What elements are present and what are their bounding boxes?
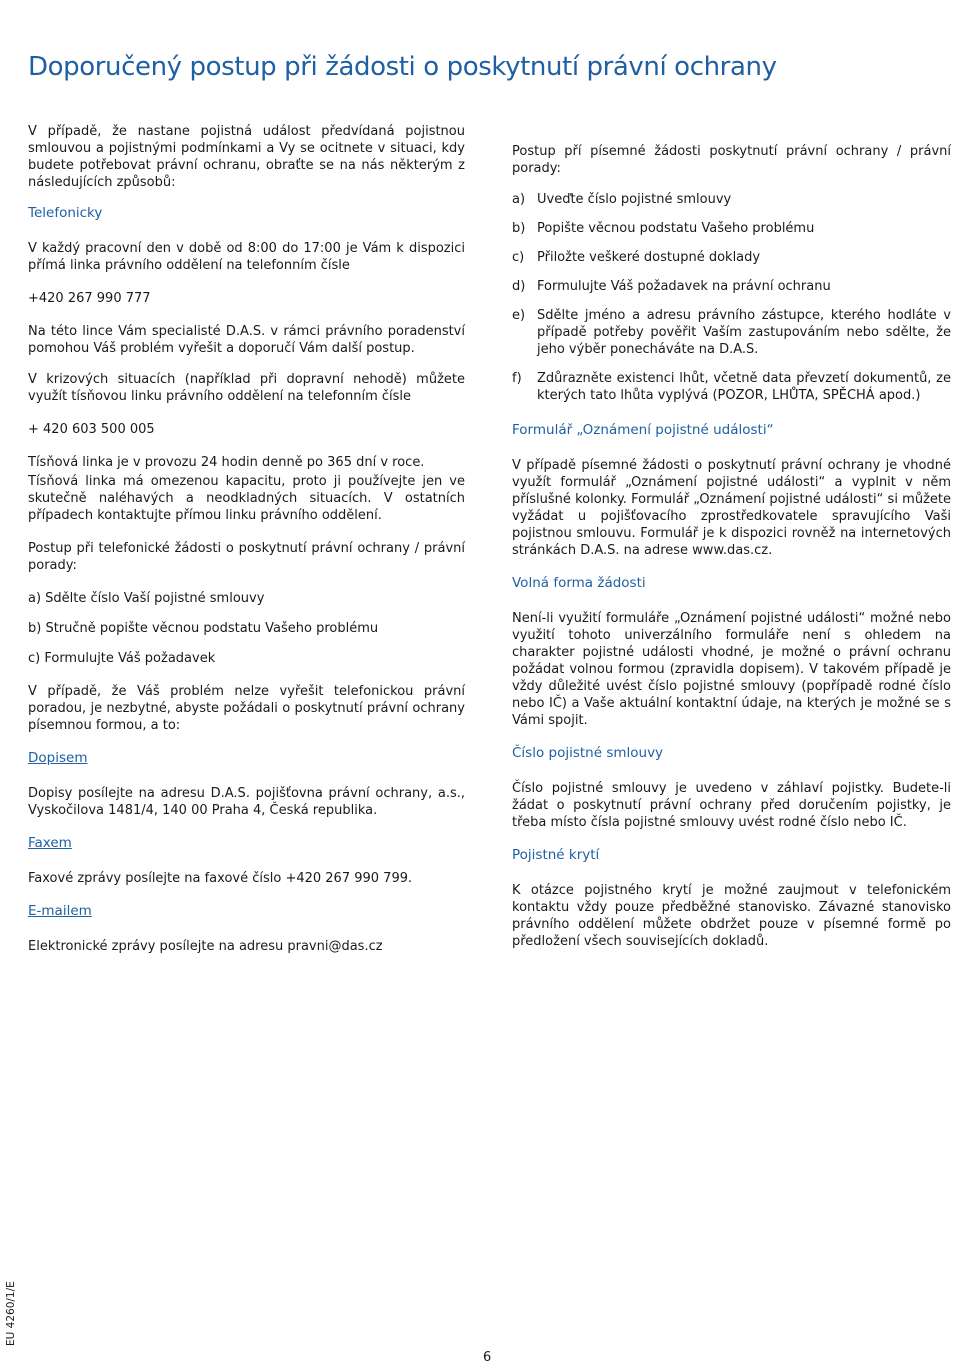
list-text: Zdůrazněte existenci lhůt, včetně data převzetí dokumentů, ze kterých tato lhůta vyplývá (POZOR, LHŮTA, SPĚCHÁ apod.) (537, 371, 951, 403)
list-marker: b) (512, 221, 526, 236)
letter-paragraph: Dopisy posílejte na adresu D.A.S. pojišťovna právní ochrany, a.s., Vyskočilova 1481/4, 140 00 Praha 4, Česká republika. (28, 786, 465, 818)
letter-heading: Dopisem (28, 750, 88, 766)
written-steps-list (512, 191, 951, 404)
left-column (28, 123, 465, 971)
written-note-paragraph: V případě, že Váš problém nelze vyřešit telefonickou právní poradou, je nezbytné, abyste požádali o poskytnutí právní ochrany písemnou formou, a to: (28, 684, 465, 733)
document-code: EU 4260/1/E (5, 1281, 17, 1346)
page-title: Doporučený postup při žádosti o poskytnutí právní ochrany (28, 52, 777, 82)
crisis-capacity-paragraph: Tísňová linka má omezenou kapacitu, proto ji používejte jen ve skutečně naléhavých a neodkladných situacích. V ostatních případech kontaktujte přímou linku právního oddělení. (28, 474, 465, 523)
list-text: Popište věcnou podstatu Vašeho problému (537, 221, 815, 236)
right-column (512, 143, 951, 966)
form-heading: Formulář „Oznámení pojistné události“ (512, 422, 774, 438)
list-item (512, 370, 951, 404)
free-form-heading: Volná forma žádosti (512, 575, 646, 591)
fax-heading: Faxem (28, 835, 72, 851)
policy-number-heading: Číslo pojistné smlouvy (512, 745, 664, 761)
list-text: Formulujte Váš požadavek na právní ochranu (537, 279, 831, 294)
phone-heading: Telefonicky (28, 205, 103, 221)
crisis-paragraph: V krizových situacích (například při dopravní nehodě) můžete využít tísňovou linku právního oddělení na telefonním čísle (28, 372, 465, 404)
phone-number: +420 267 990 777 (28, 291, 151, 306)
list-marker: e) (512, 308, 526, 323)
coverage-paragraph: K otázce pojistného krytí je možné zaujmout v telefonickém kontaktu vždy pouze předběžné stanovisko. Závazné stanovisko právního oddělení můžete obdržet pouze v písemné formě po předložení všech souvisejících dokladů. (512, 883, 951, 949)
written-procedure-paragraph: Postup pří písemné žádosti poskytnutí právní ochrany / právní porady: (512, 144, 951, 176)
coverage-heading: Pojistné krytí (512, 847, 600, 863)
list-item (512, 278, 951, 295)
email-paragraph: Elektronické zprávy posílejte na adresu pravni@das.cz (28, 939, 383, 954)
list-item (512, 249, 951, 266)
phone-steps-list (28, 590, 465, 667)
list-marker: f) (512, 371, 522, 386)
email-heading: E-mailem (28, 903, 92, 919)
free-form-paragraph: Není-li využití formuláře „Oznámení pojistné události“ možné nebo využití tohoto univerzálního formuláře není s ohledem na charakter pojistné události vhodné, je možné o právní ochranu požádat volnou formou (zpravidla dopisem). V takovém případě je vždy důležité uvést číslo pojistné smlouvy (popřípadě rodné číslo nebo IČ) a Vaše aktuální kontaktní údaje, na kterých je možné se s Vámi spojit. (512, 611, 951, 728)
list-item (512, 191, 951, 208)
phone-specialists-paragraph: Na této lince Vám specialisté D.A.S. v rámci právního poradenství pomohou Váš problém vyřešit a doporučí Vám další postup. (28, 324, 465, 356)
list-item (512, 220, 951, 237)
fax-paragraph: Faxové zprávy posílejte na faxové číslo +420 267 990 799. (28, 871, 413, 886)
list-text: Přiložte veškeré dostupné doklady (537, 250, 761, 265)
policy-number-paragraph: Číslo pojistné smlouvy je uvedeno v záhlaví pojistky. Budete-li žádat o poskytnutí právní ochrany před doručením pojistky, je třeba místo čísla pojistné smlouvy uvést rodné číslo nebo IČ. (512, 781, 951, 830)
list-marker: c) (512, 250, 525, 265)
list-text: Sdělte jméno a adresu právního zástupce, kterého hodláte v případě potřeby pověřit Vaším zastupováním nebo sdělte, že jeho výběr ponecháváte na D.A.S. (537, 308, 951, 357)
page-number: 6 (483, 1350, 492, 1365)
list-item: a) Sdělte číslo Vaší pojistné smlouvy (28, 591, 265, 606)
intro-paragraph: V případě, že nastane pojistná událost předvídaná pojistnou smlouvou a pojistnými podmínkami a Vy se ocitnete v situaci, kdy budete potřebovat právní ochranu, obraťte se na nás některým z následujících způsobů: (28, 124, 465, 190)
list-item: c) Formulujte Váš požadavek (28, 651, 216, 666)
phone-hours-paragraph: V každý pracovní den v době od 8:00 do 17:00 je Vám k dispozici přímá linka právního oddělení na telefonním čísle (28, 241, 465, 273)
list-marker: a) (512, 192, 526, 207)
crisis-number: + 420 603 500 005 (28, 422, 155, 437)
list-text: Uveďte číslo pojistné smlouvy (537, 192, 732, 207)
crisis-hours-paragraph: Tísňová linka je v provozu 24 hodin denně po 365 dní v roce. (28, 455, 425, 470)
list-item: b) Stručně popište věcnou podstatu Vašeho problému (28, 621, 379, 636)
list-item (512, 307, 951, 358)
form-paragraph: V případě písemné žádosti o poskytnutí právní ochrany je vhodné využít formulář „Oznámení pojistné události“ a vyplnit v něm příslušné kolonky. Formulář „Oznámení pojistné události“ si můžete vyžádat u pojišťovacího zprostředkovatele spravujícího Vaši pojistnou smlouvu. Formulář je k dispozici rovněž na internetových stránkách D.A.S. na adrese www.das.cz. (512, 458, 951, 558)
phone-procedure-paragraph: Postup při telefonické žádosti o poskytnutí právní ochrany / právní porady: (28, 541, 465, 573)
list-marker: d) (512, 279, 526, 294)
